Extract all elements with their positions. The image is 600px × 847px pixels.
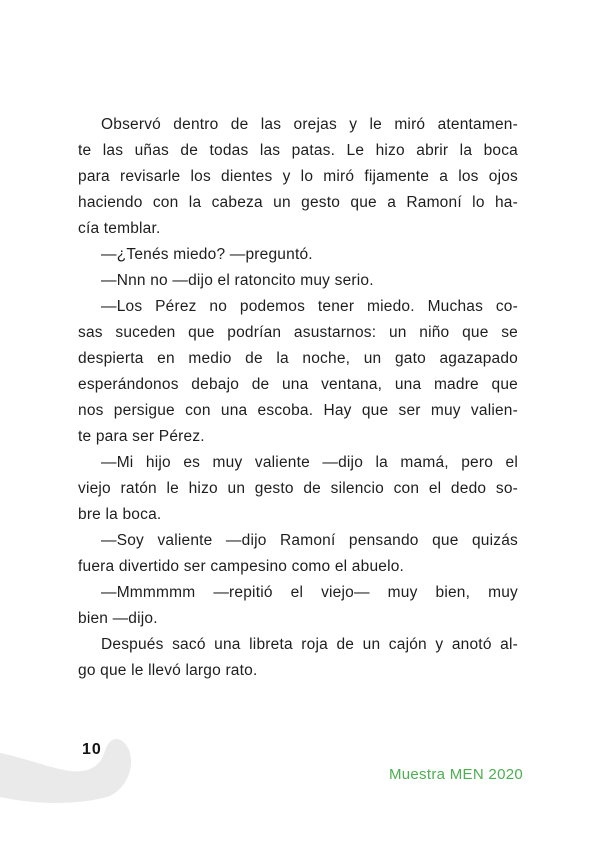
text-line: bre la boca. bbox=[78, 506, 162, 523]
paragraph bbox=[78, 112, 518, 242]
text-line: para revisarle los dientes y lo miró fijamente a los ojos bbox=[78, 168, 518, 185]
paragraph bbox=[78, 242, 518, 268]
text-line: —Mmmmmm —repitió el viejo— muy bien, muy bbox=[101, 584, 518, 601]
page-number: 10 bbox=[82, 741, 102, 758]
text-line: —¿Tenés miedo? —preguntó. bbox=[101, 246, 313, 263]
text-line: despierta en medio de la noche, un gato agazapado bbox=[78, 350, 518, 367]
paragraph bbox=[78, 528, 518, 580]
paragraph bbox=[78, 268, 518, 294]
text-line: nos persigue con una escoba. Hay que ser muy valien- bbox=[78, 402, 518, 419]
paragraph bbox=[78, 450, 518, 528]
text-line: te para ser Pérez. bbox=[78, 428, 205, 445]
swoosh-decoration bbox=[0, 726, 135, 806]
text-line: —Mi hijo es muy valiente —dijo la mamá, pero el bbox=[101, 454, 518, 471]
paragraph bbox=[78, 580, 518, 632]
text-line: —Los Pérez no podemos tener miedo. Muchas co- bbox=[101, 298, 518, 315]
watermark-text: Muestra MEN 2020 bbox=[388, 766, 523, 783]
text-line: Observó dentro de las orejas y le miró atentamen- bbox=[101, 116, 518, 133]
text-line: go que le llevó largo rato. bbox=[78, 662, 258, 679]
paragraph bbox=[78, 632, 518, 684]
text-line: bien —dijo. bbox=[78, 610, 158, 627]
text-line: fuera divertido ser campesino como el abuelo. bbox=[78, 558, 405, 575]
swoosh-shape bbox=[0, 739, 131, 803]
text-line: viejo ratón le hizo un gesto de silencio con el dedo so- bbox=[78, 480, 518, 497]
text-line: cía temblar. bbox=[78, 220, 161, 237]
text-line: —Soy valiente —dijo Ramoní pensando que quizás bbox=[101, 532, 518, 549]
page-text bbox=[78, 112, 518, 684]
paragraph bbox=[78, 294, 518, 450]
text-line: sas suceden que podrían asustarnos: un niño que se bbox=[78, 324, 518, 341]
text-line: esperándonos debajo de una ventana, una madre que bbox=[78, 376, 518, 393]
text-line: —Nnn no —dijo el ratoncito muy serio. bbox=[101, 272, 374, 289]
text-line: haciendo con la cabeza un gesto que a Ramoní lo ha- bbox=[78, 194, 518, 211]
text-line: Después sacó una libreta roja de un cajón y anotó al- bbox=[101, 636, 518, 653]
text-line: te las uñas de todas las patas. Le hizo abrir la boca bbox=[78, 142, 518, 159]
